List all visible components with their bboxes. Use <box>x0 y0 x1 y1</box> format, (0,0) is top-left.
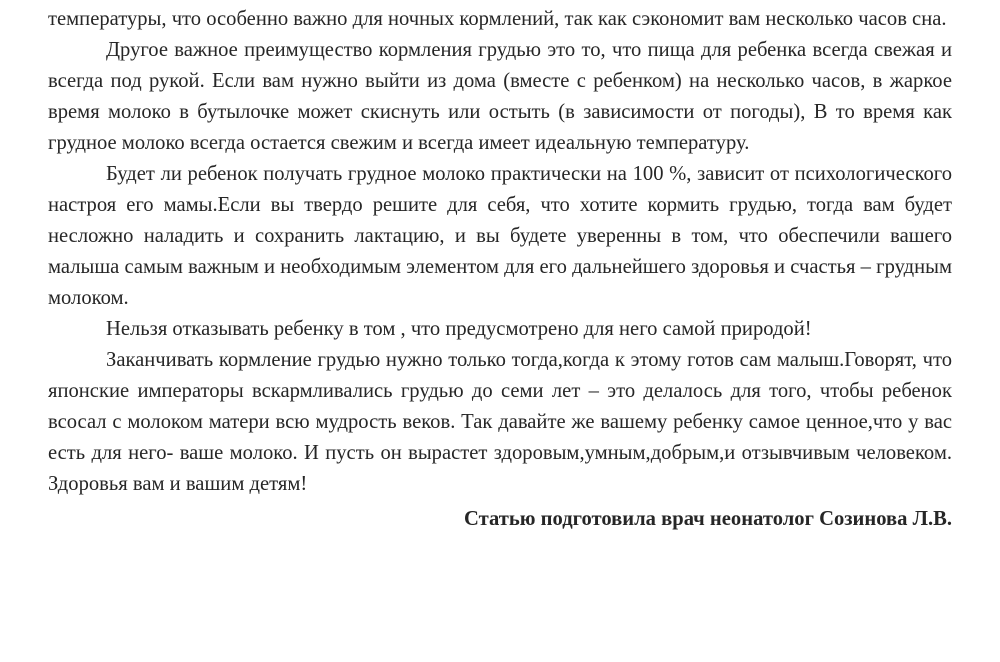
article-paragraph-4: Нельзя отказывать ребенку в том , что предусмотрено для него самой природой! <box>106 318 812 340</box>
article-paragraph-2: Другое важное преимущество кормления грудью это то, что пища для ребенка всегда свежая и всегда под рукой. Если вам нужно выйти из дома (вместе с ребенком) на несколько часов, в жаркое время молоко в бутылочке может скиснуть или остыть (в зависимости от погоды), В то время как грудное молоко всегда остается свежим и всегда имеет идеальную температуру. <box>48 39 952 154</box>
article-paragraph-1: температуры, что особенно важно для ночных кормлений, так как сэкономит вам несколько часов сна. <box>48 8 947 30</box>
article-signature: Статью подготовила врач неонатолог Созинова Л.В. <box>464 508 952 530</box>
article-paragraph-3: Будет ли ребенок получать грудное молоко практически на 100 %, зависит от психологического настроя его мамы.Если вы твердо решите для себя, что хотите кормить грудью, тогда вам будет несложно наладить и сохранить лактацию, и вы будете уверенны в том, что обеспечили вашего малыша самым важным и необходимым элементом для его дальнейшего здоровья и счастья – грудным молоком. <box>48 163 952 309</box>
article-paragraph-5: Заканчивать кормление грудью нужно только тогда,когда к этому готов сам малыш.Говорят, что японские императоры вскармливались грудью до семи лет – это делалось для того, чтобы ребенок всосал с молоком матери всю мудрость веков. Так давайте же вашему ребенку самое ценное,что у вас есть для него- ваше молоко. И пусть он вырастет здоровым,умным,добрым,и отзывчивым человеком. Здоровья вам и вашим детям! <box>48 349 952 495</box>
article-page <box>48 4 952 535</box>
